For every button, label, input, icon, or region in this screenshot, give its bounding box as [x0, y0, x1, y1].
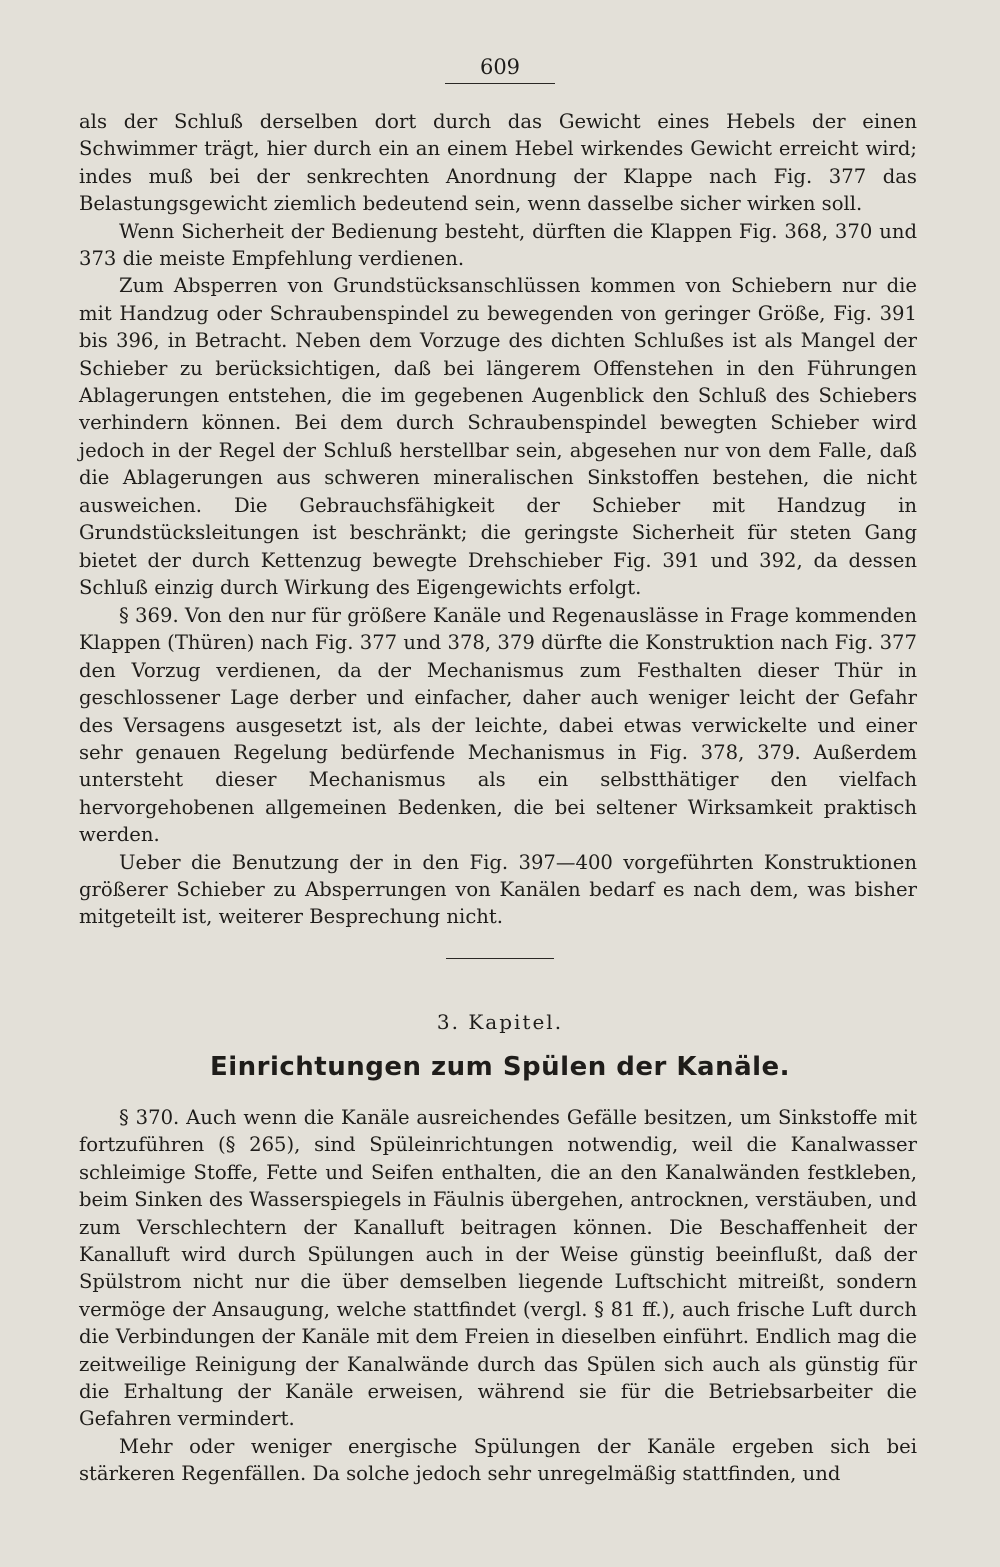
paragraph-continued: als der Schluß derselben dort durch das Gewicht eines Hebels der einen Schwimmer trägt, hier durch ein an einem Hebel wirkendes Gewicht erreicht wird; indes muß bei der senkrechten Anordnung der Klappe nach Fig. 377 das Belastungsgewicht ziemlich bedeutend sein, wenn dasselbe sicher wirken soll.: [79, 110, 917, 216]
paragraph-spuelungen-regenfaelle: Mehr oder weniger energische Spülungen der Kanäle ergeben sich bei stärkeren Regenfällen. Da solche jedoch sehr unregelmäßig stattfinden, und: [79, 1434, 917, 1486]
paragraph-section-369: § 369. Von den nur für größere Kanäle und Regenauslässe in Frage kommenden Klappen (Thüren) nach Fig. 377 und 378, 379 dürfte die Konstruktion nach Fig. 377 den Vorzug verdienen, da der Mechanismus zum Festhalten dieser Thür in geschlossener Lage derber und einfacher, daher auch weniger leicht der Gefahr des Versagens ausgesetzt ist, als der leichte, dabei etwas verwickelte und einer sehr genauen Regelung bedürfende Mechanismus in Fig. 378, 379. Außerdem untersteht dieser Mechanismus als ein selbstthätiger den vielfach hervorgehobenen allgemeinen Bedenken, die bei seltener Wirksamkeit praktisch werden.: [79, 604, 917, 847]
page-header: [440, 54, 560, 84]
paragraph-section-370: § 370. Auch wenn die Kanäle ausreichendes Gefälle besitzen, um Sinkstoffe mit fortzuführen (§ 265), sind Spüleinrichtungen notwendig, weil die Kanalwasser schleimige Stoffe, Fette und Seifen enthalten, die an den Kanalwänden festkleben, beim Sinken des Wasserspiegels in Fäulnis übergehen, antrocknen, verstäuben, und zum Verschlechtern der Kanalluft beitragen können. Die Beschaffenheit der Kanalluft wird durch Spülungen auch in der Weise günstig beeinflußt, daß der Spülstrom nicht nur die über demselben liegende Luftschicht mitreißt, sondern vermöge der Ansaugung, welche stattfindet (vergl. § 81 ff.), auch frische Luft durch die Verbindungen der Kanäle mit dem Freien in dieselben einführt. Endlich mag die zeitweilige Reinigung der Kanalwände durch das Spülen sich auch als günstig für die Erhaltung der Kanäle erweisen, während sie für die Betriebsarbeiter die Gefahren vermindert.: [79, 1106, 917, 1431]
text-block-section-369: [79, 602, 917, 931]
paragraph-grundstuecksanschluesse: Zum Absperren von Grundstücksanschlüssen kommen von Schiebern nur die mit Handzug oder Schraubenspindel zu bewegenden von geringer Größe, Fig. 391 bis 396, in Betracht. Neben dem Vorzuge des dichten Schlußes ist als Mangel der Schieber zu berücksichtigen, daß bei längerem Offenstehen in den Führungen Ablagerungen entstehen, die im gegebenen Augenblick den Schluß des Schiebers verhindern können. Bei dem durch Schraubenspindel bewegten Schieber wird jedoch in der Regel der Schluß herstellbar sein, abgesehen nur von dem Falle, daß die Ablagerungen aus schweren mineralischen Sinkstoffen bestehen, die nicht ausweichen. Die Gebrauchsfähigkeit der Schieber mit Handzug in Grundstücksleitungen ist beschränkt; die geringste Sicherheit für steten Gang bietet der durch Kettenzug bewegte Drehschieber Fig. 391 und 392, da dessen Schluß einzig durch Wirkung des Eigengewichts erfolgt.: [79, 274, 917, 599]
text-block-section-370: [79, 1104, 917, 1488]
chapter-title: Einrichtungen zum Spülen der Kanäle.: [209, 1052, 791, 1082]
section-divider: [446, 958, 554, 959]
chapter-label: 3. Kapitel.: [436, 1010, 564, 1034]
paragraph-klappen-empfehlung: Wenn Sicherheit der Bedienung besteht, dürften die Klappen Fig. 368, 370 und 373 die meiste Empfehlung verdienen.: [79, 219, 917, 271]
paragraph-schieber-benutzung: Ueber die Benutzung der in den Fig. 397—400 vorgeführten Konstruktionen größerer Schieber zu Absperrungen von Kanälen bedarf es nach dem, was bisher mitgeteilt ist, weiterer Besprechung nicht.: [79, 850, 917, 929]
page-number-underline: [445, 83, 555, 84]
text-block-continuation: [79, 108, 917, 601]
page-number: 609: [479, 55, 521, 79]
